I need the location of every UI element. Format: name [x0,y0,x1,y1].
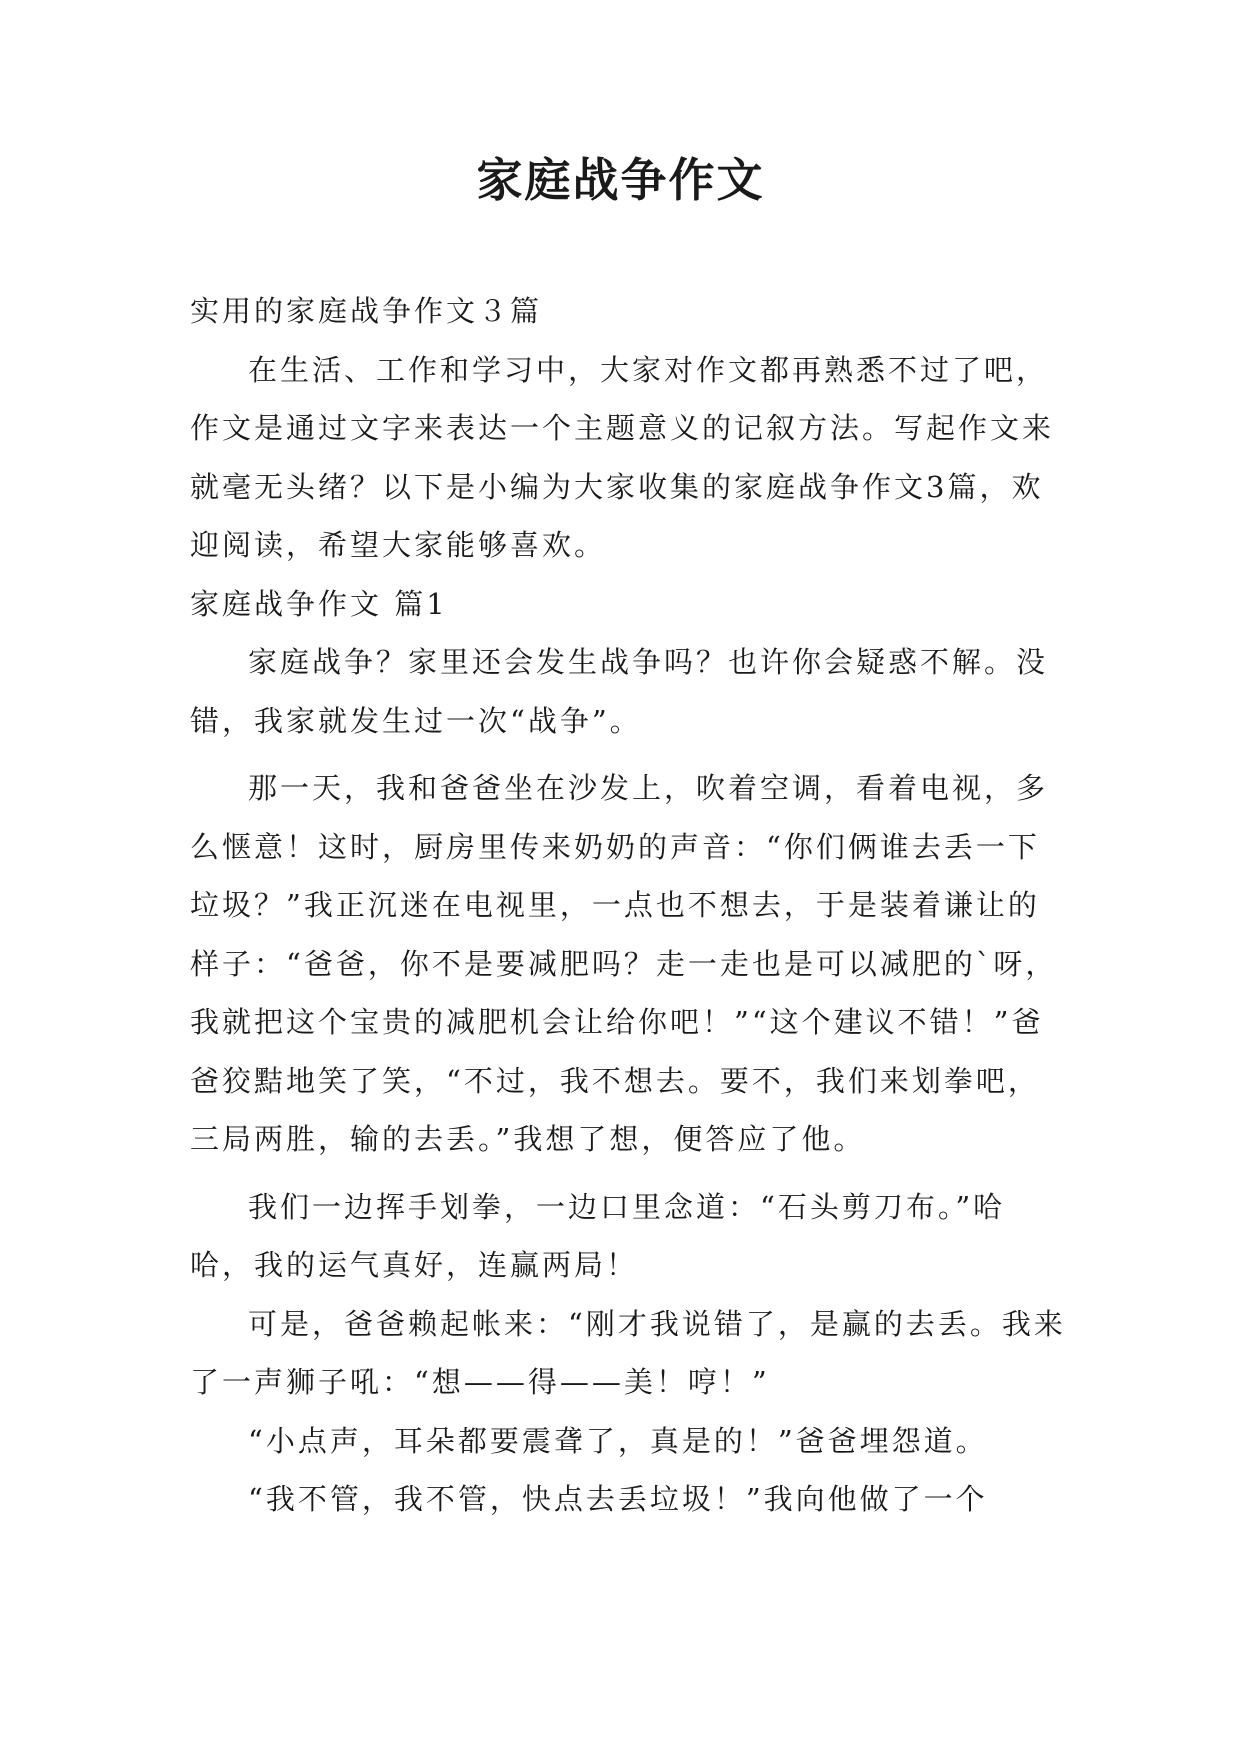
subtitle-line: 实用的家庭战争作文３篇 [190,294,543,328]
body-paragraph: “小点声，耳朵都要震聋了，真是的！”爸爸埋怨道。 [248,1423,988,1458]
body-paragraph: 家庭战争？家里还会发生战争吗？也许你会疑惑不解。没错，我家就发生过一次“战争”。 [190,645,1049,738]
document-body [190,282,1066,1529]
body-paragraph: “我不管，我不管，快点去丢垃圾！”我向他做了一个 [248,1482,988,1516]
body-paragraph: 那一天，我和爸爸坐在沙发上，吹着空调，看着电视，多么惬意！这时，厨房里传来奶奶的声音：“你们俩谁去丢一下垃圾？”我正沉迷在电视里，一点也不想去，于是装着谦让的样子：“爸爸，你不是要减肥吗？走一走也是可以减肥的`呀，我就把这个宝贵的减肥机会让给你吧！”“这个建议不错！”爸爸狡黠地笑了笑，“不过，我不想去。要不，我们来划拳吧，三局两胜，输的去丢。”我想了想，便答应了他。 [190,771,1058,1156]
intro-paragraph: 在生活、工作和学习中，大家对作文都再熟悉不过了吧，作文是通过文字来表达一个主题意义的记叙方法。写起作文来就毫无头绪？以下是小编为大家收集的家庭战争作文3篇，欢迎阅读，希望大家能够喜欢。 [190,352,1055,562]
document-title: 家庭战争作文 [476,153,765,207]
section-heading: 家庭战争作文 篇1 [190,586,448,621]
body-paragraph: 可是，爸爸赖起帐来：“刚才我说错了，是赢的去丢。我来了一声狮子吼：“想——得——美！哼！” [190,1306,1066,1399]
body-paragraph: 我们一边挥手划拳，一边口里念道：“石头剪刀布。”哈哈，我的运气真好，连赢两局！ [190,1189,1006,1282]
